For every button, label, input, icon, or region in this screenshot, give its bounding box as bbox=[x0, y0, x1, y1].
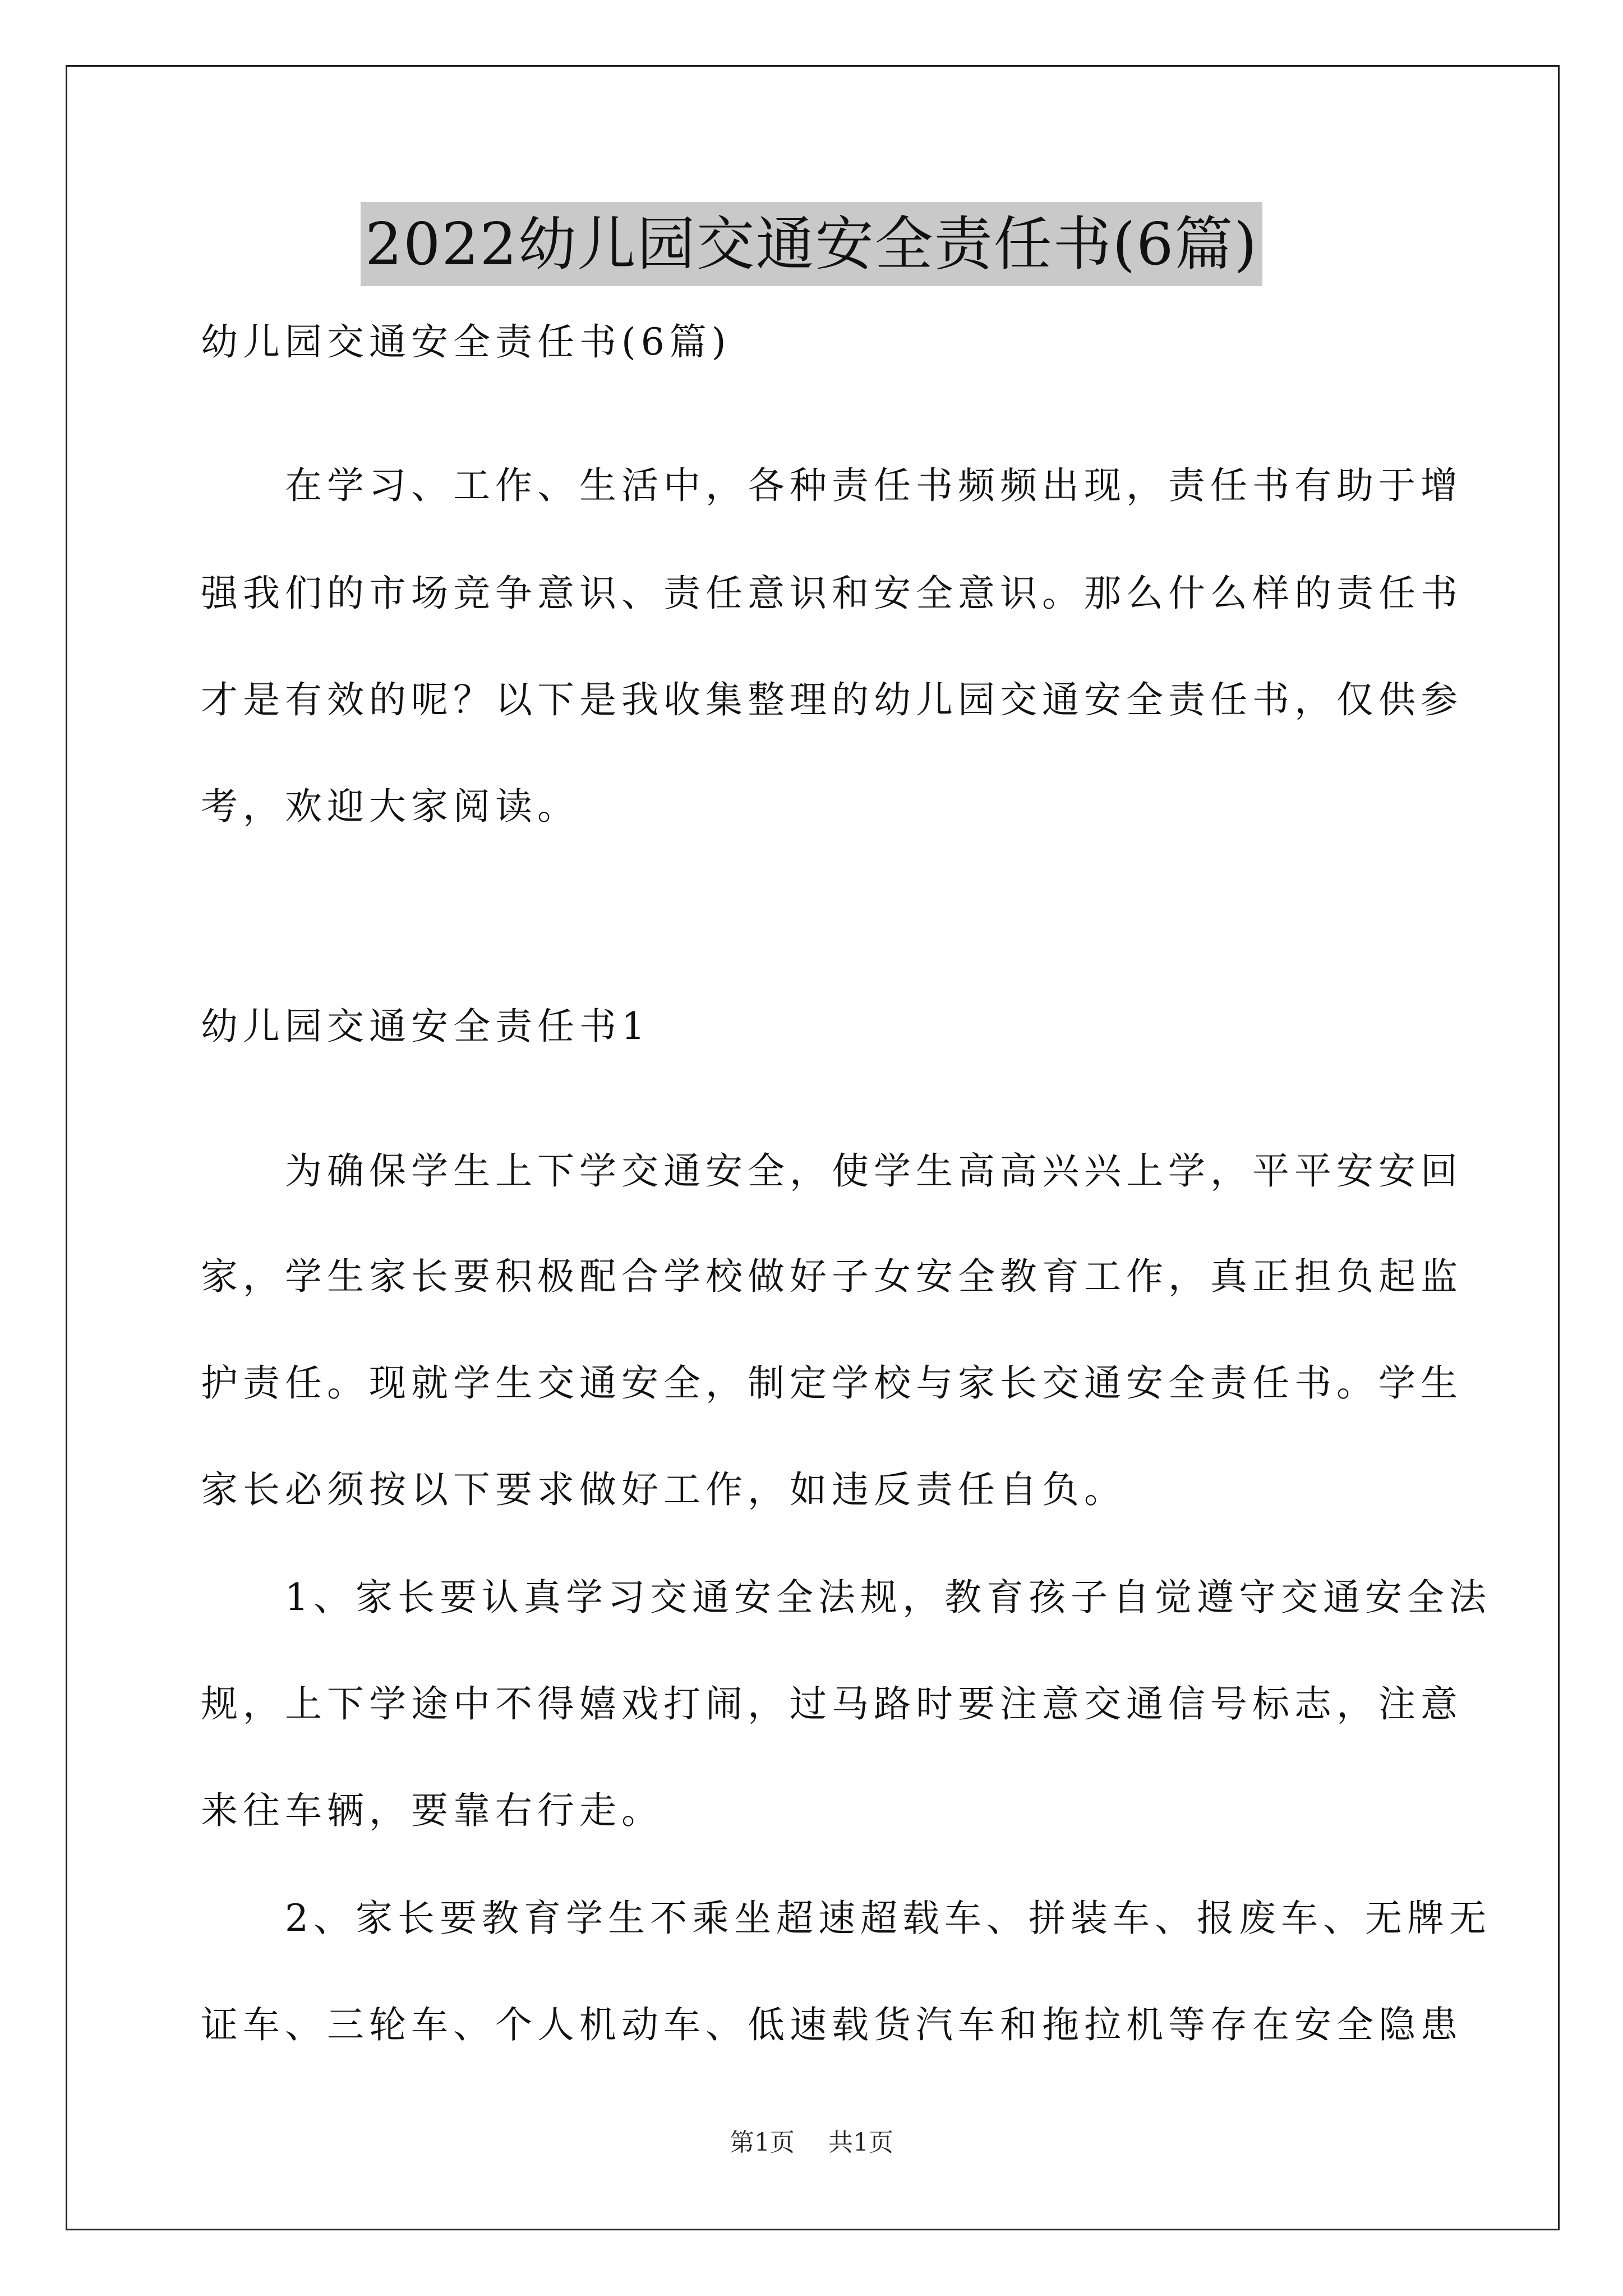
body-line: 1、家长要认真学习交通安全法规，教育孩子自觉遵守交通安全法 bbox=[201, 1576, 1491, 1619]
body-line: 护责任。现就学生交通安全，制定学校与家长交通安全责任书。学生 bbox=[201, 1361, 1463, 1405]
body-line: 规，上下学途中不得嬉戏打闹，过马路时要注意交通信号标志，注意 bbox=[201, 1682, 1463, 1726]
page-footer bbox=[0, 2126, 1623, 2160]
body-line: 家，学生家长要积极配合学校做好子女安全教育工作，真正担负起监 bbox=[201, 1255, 1463, 1298]
body-line: 家长必须按以下要求做好工作，如违反责任自负。 bbox=[201, 1468, 1126, 1511]
subtitle-line: 幼儿园交通安全责任书(6篇) bbox=[201, 320, 731, 364]
page-number: 第1页 bbox=[730, 2128, 795, 2157]
body-line: 强我们的市场竞争意识、责任意识和安全意识。那么什么样的责任书 bbox=[201, 572, 1463, 615]
body-line: 考，欢迎大家阅读。 bbox=[201, 785, 579, 828]
body-line: 2、家长要教育学生不乘坐超速超载车、拼装车、报废车、无牌无 bbox=[201, 1897, 1491, 1940]
body-line: 证车、三轮车、个人机动车、低速载货汽车和拖拉机等存在安全隐患 bbox=[201, 2003, 1463, 2046]
section-heading: 幼儿园交通安全责任书1 bbox=[201, 1005, 650, 1048]
document-title: 2022幼儿园交通安全责任书(6篇) bbox=[361, 202, 1262, 286]
page-total: 共1页 bbox=[828, 2128, 893, 2157]
body-line: 才是有效的呢？以下是我收集整理的幼儿园交通安全责任书，仅供参 bbox=[201, 678, 1463, 721]
title-container bbox=[0, 202, 1623, 286]
body-line: 为确保学生上下学交通安全，使学生高高兴兴上学，平平安安回 bbox=[201, 1149, 1463, 1193]
body-line: 来往车辆，要靠右行走。 bbox=[201, 1789, 663, 1832]
body-line: 在学习、工作、生活中，各种责任书频频出现，责任书有助于增 bbox=[201, 464, 1463, 507]
